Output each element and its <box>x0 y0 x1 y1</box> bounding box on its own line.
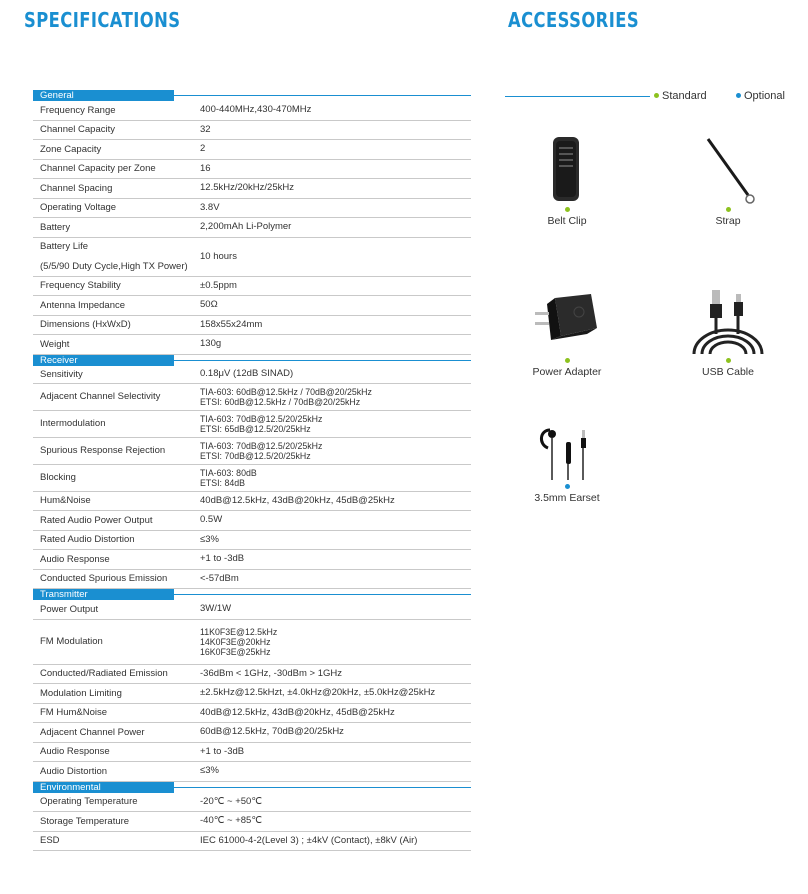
accessory-name: 3.5mm Earset <box>534 492 600 504</box>
spec-value <box>200 281 471 291</box>
spec-label-text: Battery Life <box>40 241 89 252</box>
spec-label-text: Operating Voltage <box>40 202 117 214</box>
spec-value <box>200 688 471 698</box>
spec-label <box>33 124 200 135</box>
spec-value <box>200 125 471 135</box>
spec-value-line: ≤3% <box>200 765 219 777</box>
legend-standard-label: Standard <box>662 90 707 102</box>
accessory-power-adapter <box>507 288 627 378</box>
spec-value-line: 3.8V <box>200 201 220 213</box>
spec-value-line: IEC 61000-4-2(Level 3) ; ±4kV (Contact), ±8kV (Air) <box>200 834 418 846</box>
spec-row <box>33 179 471 199</box>
standard-dot-icon <box>726 207 731 212</box>
spec-label-text: Conducted Spurious Emission <box>40 573 168 585</box>
standard-dot-icon <box>654 93 659 98</box>
spec-row <box>33 316 471 336</box>
spec-label <box>33 144 200 155</box>
spec-value <box>200 164 471 174</box>
spec-label-text: Audio Distortion <box>40 765 108 777</box>
spec-value-line: 400-440MHz,430-470MHz <box>200 104 312 116</box>
spec-value <box>200 535 471 545</box>
spec-row <box>33 723 471 743</box>
spec-label-text: Modulation Limiting <box>40 687 122 699</box>
spec-row <box>33 411 471 438</box>
spec-row <box>33 465 471 492</box>
spec-row <box>33 762 471 782</box>
spec-value-line: TIA-603: 60dB@12.5kHz / 70dB@20/25kHz <box>200 386 372 397</box>
spec-label <box>33 746 200 757</box>
spec-label <box>33 445 200 456</box>
spec-label-text: Adjacent Channel Power <box>40 726 145 738</box>
spec-label <box>33 727 200 738</box>
spec-row <box>33 793 471 813</box>
spec-label <box>33 163 200 174</box>
section-header <box>33 355 471 366</box>
earset-icon <box>532 424 602 484</box>
spec-row <box>33 238 471 277</box>
spec-label <box>33 418 200 429</box>
spec-value-line: 2,200mAh Li-Polymer <box>200 221 292 233</box>
spec-value <box>200 414 471 434</box>
spec-row <box>33 121 471 141</box>
spec-row <box>33 140 471 160</box>
specifications-table <box>33 90 471 851</box>
spec-value-line: ETSI: 70dB@12.5/20/25kHz <box>200 450 311 461</box>
spec-value <box>200 387 471 407</box>
spec-label <box>33 534 200 545</box>
spec-value <box>200 468 471 488</box>
legend-optional <box>736 90 785 102</box>
spec-value-line: 16K0F3E@25kHz <box>200 646 271 657</box>
spec-value <box>200 627 471 657</box>
spec-value-line: 40dB@12.5kHz, 43dB@20kHz, 45dB@25kHz <box>200 706 395 718</box>
spec-value-line: 2 <box>200 143 206 155</box>
spec-label <box>33 573 200 584</box>
spec-label <box>33 222 200 233</box>
specifications-title: SPECIFICATIONS <box>24 8 181 32</box>
spec-value <box>200 300 471 310</box>
standard-dot-icon <box>565 358 570 363</box>
spec-label <box>33 554 200 565</box>
spec-label-text: FM Modulation <box>40 636 103 647</box>
section-header <box>33 90 471 101</box>
spec-value <box>200 105 471 115</box>
accessory-name: Strap <box>715 215 741 227</box>
spec-row <box>33 665 471 685</box>
spec-value-line: 14K0F3E@20kHz <box>200 636 271 647</box>
spec-value <box>200 183 471 193</box>
spec-label-text: Rated Audio Distortion <box>40 534 135 546</box>
spec-label-text: Frequency Range <box>40 104 116 116</box>
spec-value-line: 40dB@12.5kHz, 43dB@20kHz, 45dB@25kHz <box>200 494 395 506</box>
spec-label-text: ESD <box>40 835 60 847</box>
spec-label-text: Zone Capacity <box>40 143 102 155</box>
spec-value-line: TIA-603: 70dB@12.5/20/25kHz <box>200 413 323 424</box>
spec-value <box>200 441 471 461</box>
spec-label <box>33 636 200 647</box>
spec-row <box>33 218 471 238</box>
spec-row <box>33 511 471 531</box>
spec-label-text: Spurious Response Rejection <box>40 445 166 456</box>
spec-value <box>200 797 471 807</box>
spec-label <box>33 515 200 526</box>
spec-label <box>33 300 200 311</box>
spec-label <box>33 816 200 827</box>
spec-value-line: 10 hours <box>200 250 237 262</box>
spec-label <box>33 495 200 506</box>
spec-value-line: 158x55x24mm <box>200 318 263 330</box>
spec-label-text: Antenna Impedance <box>40 299 126 311</box>
standard-dot-icon <box>726 358 731 363</box>
spec-value <box>200 727 471 737</box>
spec-label-text: FM Hum&Noise <box>40 707 108 719</box>
spec-value-line: ETSI: 84dB <box>200 477 245 488</box>
spec-value <box>200 766 471 776</box>
spec-value-line: ±0.5ppm <box>200 279 237 291</box>
section-rule <box>174 95 471 96</box>
spec-label-text: Channel Spacing <box>40 182 113 194</box>
spec-value-line: ETSI: 60dB@12.5kHz / 70dB@20/25kHz <box>200 396 361 407</box>
legend-standard <box>654 90 707 102</box>
spec-value-line: 11K0F3E@12.5kHz <box>200 626 278 637</box>
spec-value-line: -40℃ ~ +85℃ <box>200 815 263 827</box>
spec-row <box>33 160 471 180</box>
power-adapter-icon <box>527 288 607 358</box>
spec-label-text: Operating Temperature <box>40 796 138 808</box>
spec-value-line: 60dB@12.5kHz, 70dB@20/25kHz <box>200 726 344 738</box>
accessory-name: Belt Clip <box>547 215 587 227</box>
spec-label-text: Sensitivity <box>40 368 83 380</box>
spec-label <box>33 604 200 615</box>
spec-value-line: 0.5W <box>200 514 223 526</box>
spec-value-line: 50Ω <box>200 299 218 311</box>
spec-value <box>200 816 471 826</box>
spec-value <box>200 574 471 584</box>
spec-value-line: ETSI: 65dB@12.5/20/25kHz <box>200 423 311 434</box>
spec-label-text: Conducted/Radiated Emission <box>40 668 168 680</box>
optional-dot-icon <box>736 93 741 98</box>
spec-row <box>33 531 471 551</box>
spec-label <box>33 796 200 807</box>
spec-value-line: +1 to -3dB <box>200 745 245 757</box>
spec-row <box>33 570 471 590</box>
spec-value-line: 3W/1W <box>200 603 232 615</box>
spec-value <box>200 554 471 564</box>
spec-label <box>33 766 200 777</box>
accessory-strap <box>668 133 788 227</box>
strap-icon <box>698 133 758 207</box>
accessories-title: ACCESSORIES <box>508 8 640 32</box>
spec-value-line: ±2.5kHz@12.5kHzt, ±4.0kHz@20kHz, ±5.0kHz@25kHz <box>200 687 436 699</box>
spec-row <box>33 335 471 355</box>
spec-value-line: -20℃ ~ +50℃ <box>200 795 263 807</box>
spec-value-line: ≤3% <box>200 533 219 545</box>
spec-value <box>200 339 471 349</box>
section-title: Receiver <box>33 355 174 366</box>
spec-value-line: -36dBm < 1GHz, -30dBm > 1GHz <box>200 667 343 679</box>
spec-row <box>33 620 471 665</box>
spec-value-line: 0.18μV (12dB SINAD) <box>200 368 294 379</box>
spec-label <box>33 835 200 846</box>
optional-dot-icon <box>565 484 570 489</box>
standard-dot-icon <box>565 207 570 212</box>
spec-row <box>33 199 471 219</box>
spec-value <box>200 222 471 232</box>
spec-row <box>33 812 471 832</box>
spec-label <box>33 707 200 718</box>
belt-clip-icon <box>547 133 587 207</box>
spec-value <box>200 144 471 154</box>
spec-row <box>33 438 471 465</box>
spec-label <box>33 105 200 116</box>
spec-label-text: Power Output <box>40 603 99 615</box>
spec-row <box>33 366 471 384</box>
section-header <box>33 589 471 600</box>
usb-cable-icon <box>688 288 768 358</box>
section-rule <box>174 594 471 595</box>
spec-label <box>33 202 200 213</box>
spec-value-line: 16 <box>200 162 211 174</box>
section-title: Environmental <box>33 782 174 793</box>
spec-label <box>33 391 200 402</box>
section-rule <box>174 787 471 788</box>
spec-value-line: +1 to -3dB <box>200 553 245 565</box>
section-rule <box>174 360 471 361</box>
accessory-usb-cable <box>668 288 788 378</box>
spec-label-text: Battery <box>40 221 71 233</box>
spec-value <box>200 369 471 379</box>
spec-label <box>33 319 200 330</box>
section-title: General <box>33 90 174 101</box>
spec-label-text: Weight <box>40 338 70 350</box>
spec-row <box>33 704 471 724</box>
spec-label-text: Frequency Stability <box>40 280 121 292</box>
spec-label-text: Dimensions (HxWxD) <box>40 319 131 331</box>
accessory-name: Power Adapter <box>532 366 602 378</box>
spec-value <box>200 708 471 718</box>
spec-label-text: Audio Response <box>40 746 110 758</box>
spec-value <box>200 747 471 757</box>
spec-label <box>33 472 200 483</box>
spec-value <box>200 496 471 506</box>
spec-label-text: Audio Response <box>40 553 110 565</box>
spec-label <box>33 668 200 679</box>
spec-label-text: Channel Capacity per Zone <box>40 163 156 175</box>
accessory-earset <box>507 424 627 504</box>
spec-label-text: Intermodulation <box>40 418 106 429</box>
spec-row <box>33 550 471 570</box>
spec-row <box>33 277 471 297</box>
spec-label-text: Adjacent Channel Selectivity <box>40 391 161 402</box>
legend-divider <box>505 96 650 97</box>
spec-label-text: Rated Audio Power Output <box>40 514 153 526</box>
section-header <box>33 782 471 793</box>
spec-row <box>33 384 471 411</box>
spec-value <box>200 320 471 330</box>
spec-row <box>33 832 471 852</box>
spec-label <box>33 183 200 194</box>
spec-row <box>33 296 471 316</box>
spec-value <box>200 604 471 614</box>
spec-value-line: 32 <box>200 123 211 135</box>
spec-value-line: 12.5kHz/20kHz/25kHz <box>200 182 294 194</box>
spec-value <box>200 252 471 262</box>
spec-row <box>33 600 471 620</box>
spec-value <box>200 669 471 679</box>
spec-label <box>33 688 200 699</box>
spec-value-line: TIA-603: 80dB <box>200 467 257 478</box>
accessory-name: USB Cable <box>702 366 754 378</box>
section-title: Transmitter <box>33 589 174 600</box>
spec-label-subtext: (5/5/90 Duty Cycle,High TX Power) <box>40 261 188 272</box>
spec-label-text: Hum&Noise <box>40 495 91 507</box>
spec-value-line: TIA-603: 70dB@12.5/20/25kHz <box>200 440 323 451</box>
spec-value-line: <-57dBm <box>200 572 239 584</box>
spec-label-text: Storage Temperature <box>40 815 130 827</box>
spec-row <box>33 743 471 763</box>
spec-label <box>33 280 200 291</box>
spec-value <box>200 203 471 213</box>
spec-label <box>33 339 200 350</box>
accessory-belt-clip <box>507 133 627 227</box>
spec-label-text: Blocking <box>40 472 76 483</box>
spec-value <box>200 836 471 846</box>
spec-label <box>33 241 200 272</box>
spec-label-text: Channel Capacity <box>40 124 115 136</box>
spec-value <box>200 515 471 525</box>
spec-row <box>33 684 471 704</box>
spec-label <box>33 369 200 380</box>
legend-optional-label: Optional <box>744 90 785 102</box>
spec-row <box>33 101 471 121</box>
spec-value-line: 130g <box>200 338 222 350</box>
spec-row <box>33 492 471 512</box>
